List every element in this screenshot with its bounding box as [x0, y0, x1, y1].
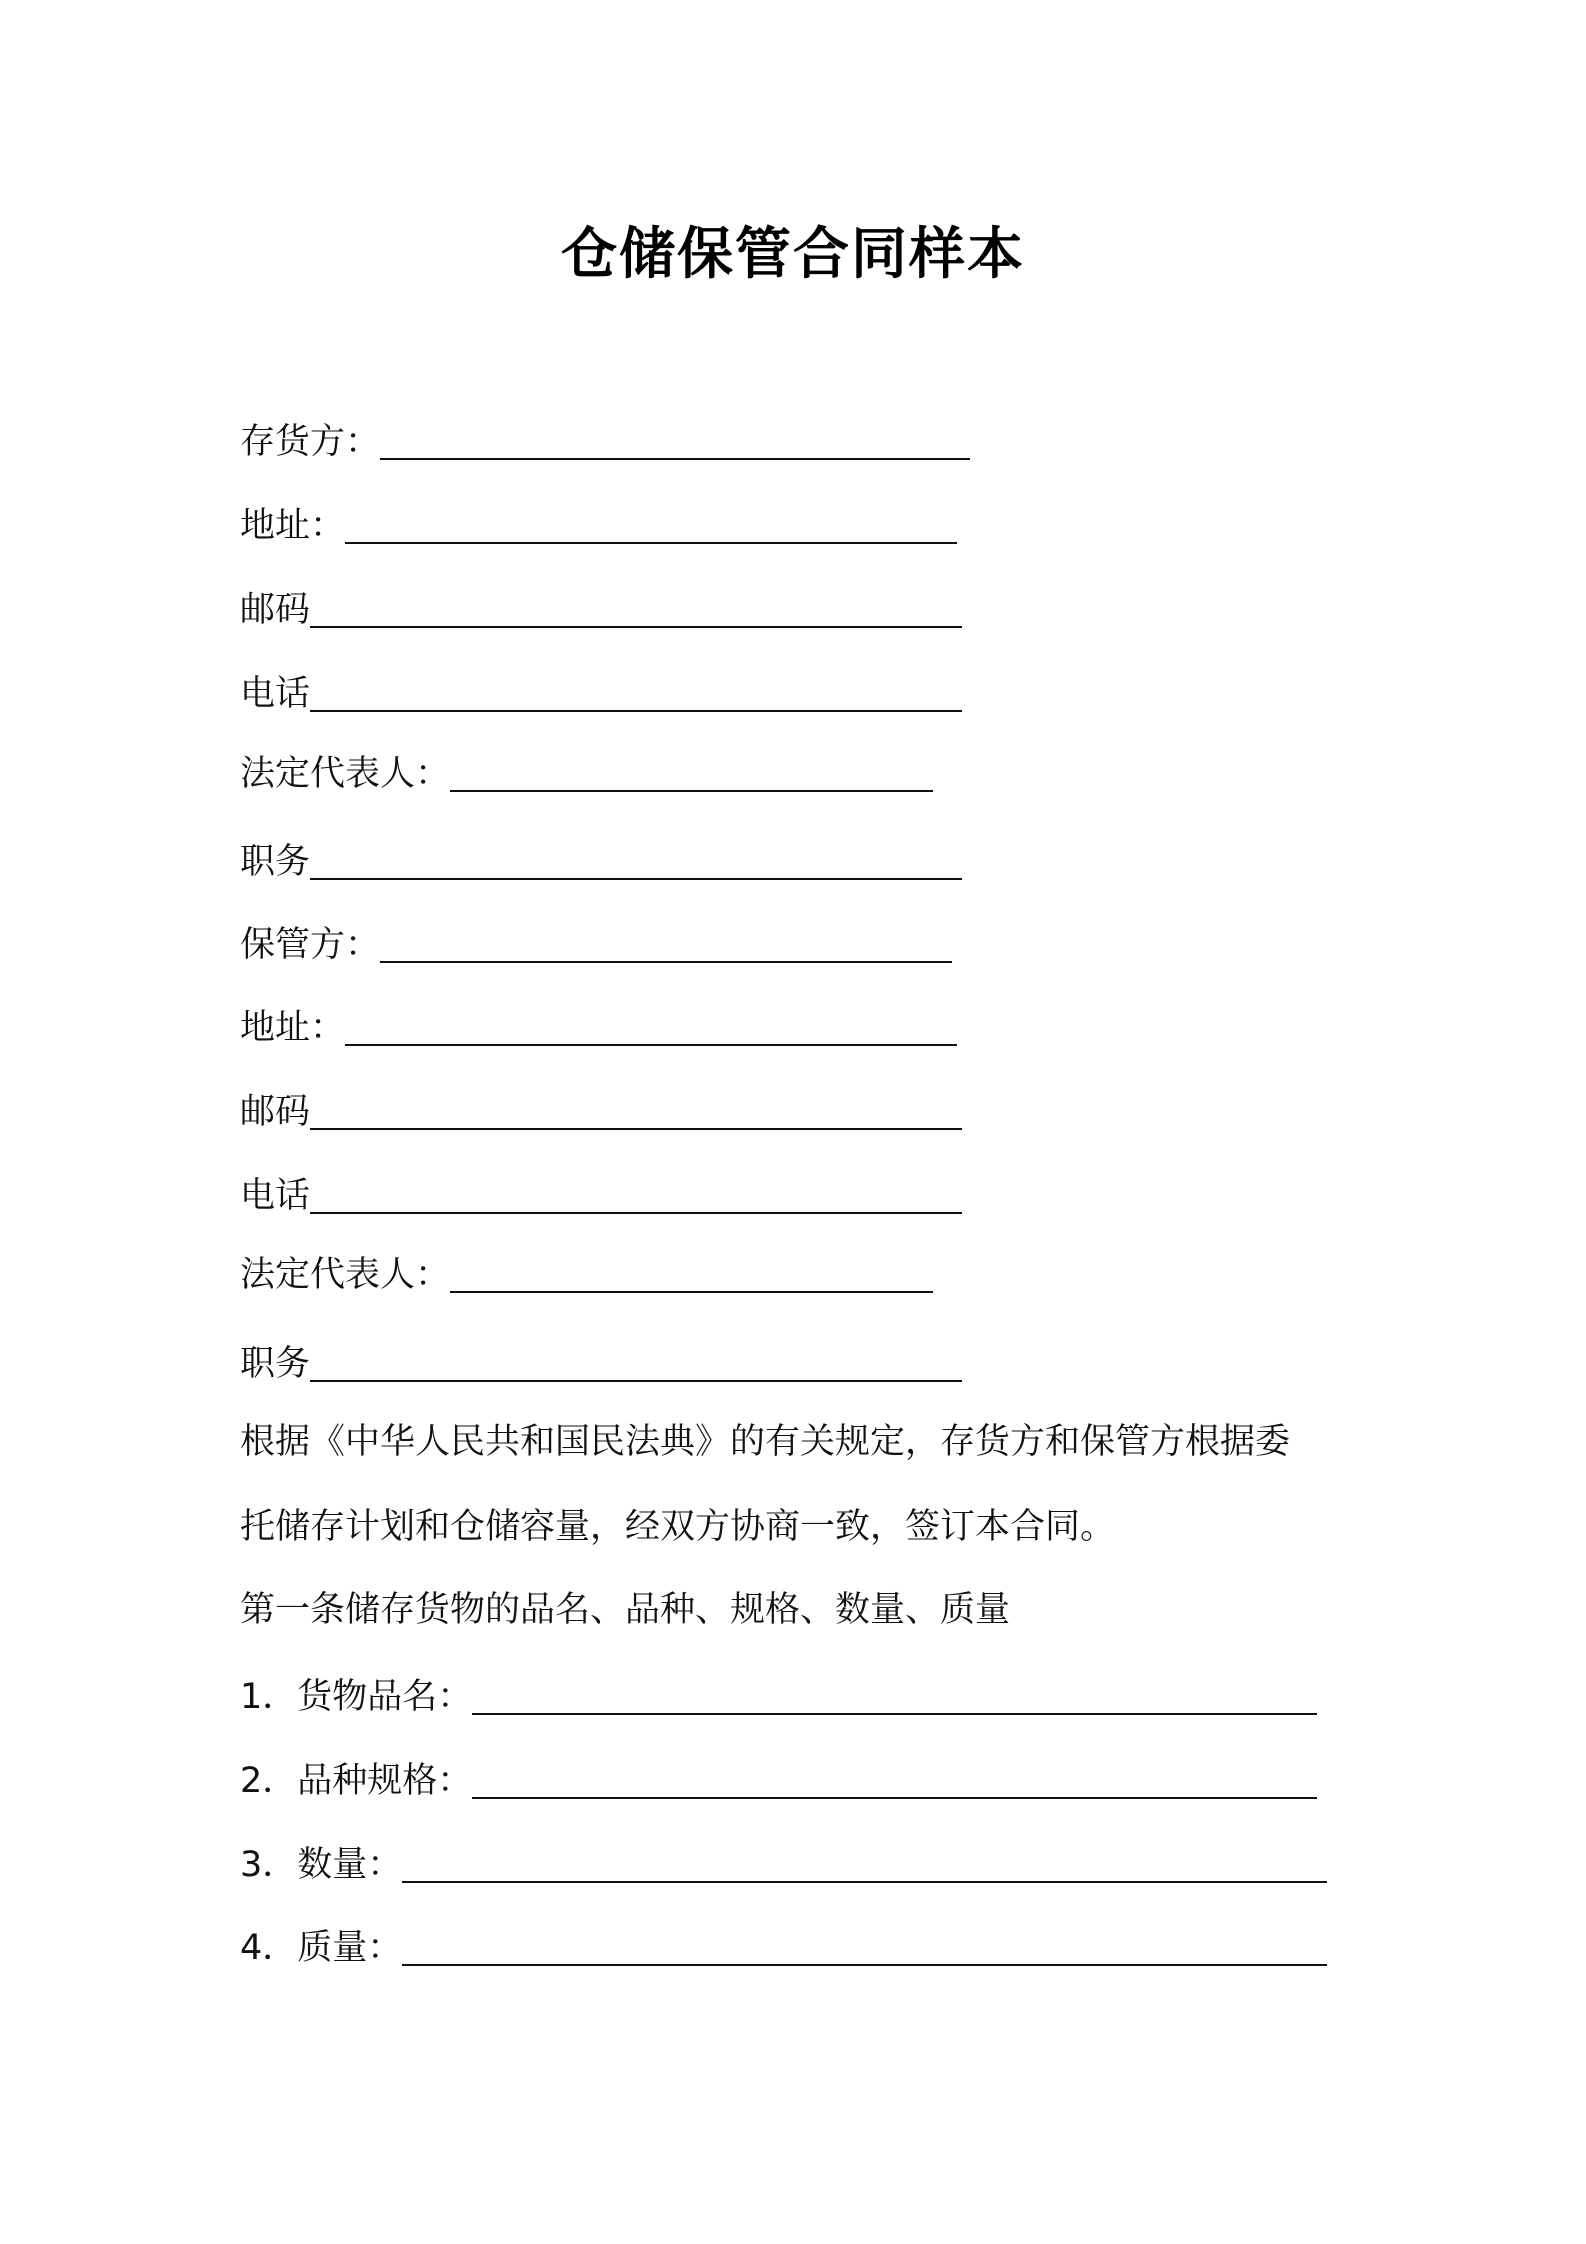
custodian-postcode-field: [240, 1090, 962, 1134]
depositor-postcode-label: 邮码: [240, 590, 311, 630]
custodian-position-field: [240, 1342, 962, 1386]
custodian-postcode-blank[interactable]: [310, 1094, 962, 1130]
custodian-position-blank[interactable]: [310, 1346, 962, 1382]
depositor-position-blank[interactable]: [310, 844, 962, 880]
depositor-phone-field: [240, 672, 962, 716]
depositor-legal-rep-blank[interactable]: [450, 756, 933, 792]
depositor-address-label: 地址：: [240, 506, 346, 546]
custodian-phone-field: [240, 1174, 962, 1218]
depositor-address-field: [240, 504, 957, 548]
quantity-blank[interactable]: [402, 1847, 1327, 1883]
custodian-phone-label: 电话: [240, 1176, 311, 1216]
custodian-address-field: [240, 1006, 957, 1050]
custodian-legal-rep-label: 法定代表人：: [240, 1255, 451, 1295]
custodian-party-field: [240, 923, 952, 967]
custodian-phone-blank[interactable]: [310, 1178, 962, 1214]
custodian-address-blank[interactable]: [345, 1010, 957, 1046]
depositor-party-blank[interactable]: [380, 424, 970, 460]
depositor-phone-blank[interactable]: [310, 676, 962, 712]
depositor-legal-rep-label: 法定代表人：: [240, 754, 451, 794]
article-1-item-quantity: [240, 1843, 1327, 1887]
depositor-postcode-field: [240, 588, 962, 632]
custodian-legal-rep-field: [240, 1253, 933, 1297]
article-1-item-label: 2．品种规格：: [240, 1761, 473, 1801]
custodian-party-label: 保管方：: [240, 925, 381, 965]
depositor-party-label: 存货方：: [240, 422, 381, 462]
custodian-postcode-label: 邮码: [240, 1092, 311, 1132]
depositor-phone-label: 电话: [240, 674, 311, 714]
depositor-address-blank[interactable]: [345, 508, 957, 544]
article-1-item-goods-name: [240, 1675, 1317, 1719]
depositor-party-field: [240, 420, 970, 464]
custodian-address-label: 地址：: [240, 1008, 346, 1048]
depositor-legal-rep-field: [240, 752, 933, 796]
article-1-item-label: 3．数量：: [240, 1845, 403, 1885]
article-1-item-quality: [240, 1926, 1327, 1970]
custodian-legal-rep-blank[interactable]: [450, 1257, 933, 1293]
quality-blank[interactable]: [402, 1930, 1327, 1966]
depositor-position-label: 职务: [240, 842, 311, 882]
article-1-item-variety-spec: [240, 1759, 1317, 1803]
article-1-heading: 第一条储存货物的品名、品种、规格、数量、质量: [240, 1590, 1011, 1630]
custodian-party-blank[interactable]: [380, 927, 952, 963]
custodian-position-label: 职务: [240, 1344, 311, 1384]
document-title: 仓储保管合同样本: [561, 222, 1025, 287]
variety-spec-blank[interactable]: [472, 1763, 1317, 1799]
preamble-line-2: 托储存计划和仓储容量，经双方协商一致，签订本合同。: [240, 1507, 1116, 1547]
article-1-item-label: 1．货物品名：: [240, 1677, 473, 1717]
depositor-postcode-blank[interactable]: [310, 592, 962, 628]
goods-name-blank[interactable]: [472, 1679, 1317, 1715]
depositor-position-field: [240, 840, 962, 884]
preamble-line-1: 根据《中华人民共和国民法典》的有关规定，存货方和保管方根据委: [240, 1422, 1291, 1462]
article-1-item-label: 4．质量：: [240, 1928, 403, 1968]
